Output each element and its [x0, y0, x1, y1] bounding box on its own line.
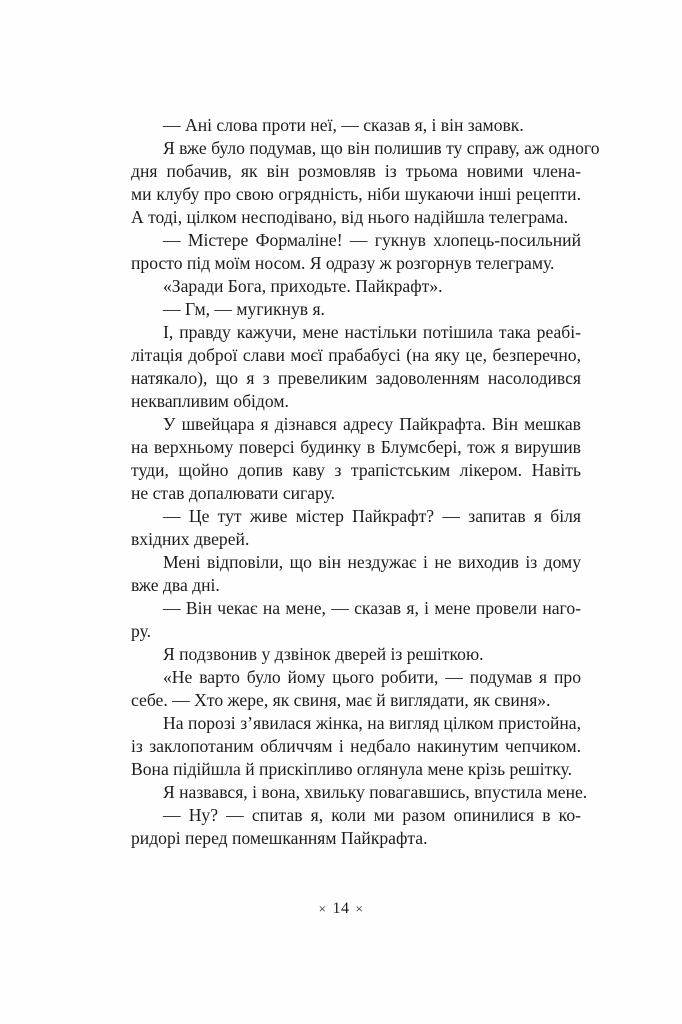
text-line: ми клубу про свою огрядність, ніби шукаючи інші рецепти.: [131, 184, 581, 204]
text-line: себе. — Хто жере, як свиня, має й виглядати, як свиня».: [131, 690, 551, 710]
text-line: — Він чекає на мене, — сказав я, і мене провели наго-: [163, 598, 581, 618]
text-line: ру.: [131, 621, 151, 641]
text-line: На порозі з’явилася жінка, на вигляд цілком пристойна,: [163, 713, 581, 733]
text-line: літація доброї слави моєї прабабусі (на яку це, безперечно,: [131, 345, 581, 365]
text-line: Вона підійшла й прискіпливо оглянула мене крізь решітку.: [131, 759, 572, 779]
text-line: просто під моїм носом. Я одразу ж розгорнув телеграму.: [131, 253, 555, 273]
page-number: 14: [332, 900, 350, 917]
text-line: «Заради Бога, приходьте. Пайкрафт».: [163, 276, 443, 296]
text-line: І, правду кажучи, мене настільки потішила така реабі-: [163, 322, 581, 342]
text-line: вхідних дверей.: [131, 529, 250, 549]
text-line: дня побачив, як він розмовляв із трьома новими члена-: [131, 161, 581, 181]
text-line: А тоді, цілком несподівано, від нього надійшла телеграма.: [131, 207, 569, 227]
text-line: У швейцара я дізнався адресу Пайкрафта. Він мешкав: [163, 414, 581, 434]
text-line: на верхньому поверсі будинку в Блумсбері, тож я вирушив: [131, 437, 581, 457]
body-text: [131, 114, 600, 850]
page-number-left-ornament: ×: [318, 901, 327, 916]
text-line: — Це тут живе містер Пайкрафт? — запитав я біля: [163, 506, 581, 526]
text-line: не став допалювати сигару.: [131, 483, 336, 503]
text-line: — Ну? — спитав я, коли ми разом опинилися в ко-: [163, 805, 581, 825]
text-line: натякало), що я з превеликим задоволенням насолодився: [131, 368, 581, 388]
text-line: — Ані слова проти неї, — сказав я, і він замовк.: [163, 115, 524, 135]
text-line: «Не варто було йому цього робити, — подумав я про: [163, 667, 581, 687]
page-number-footer: [0, 900, 682, 918]
text-line: Я назвався, і вона, хвильку повагавшись, впустила мене.: [163, 782, 588, 802]
text-line: туди, щойно допив каву з трапістським лікером. Навіть: [131, 460, 581, 480]
text-line: із заклопотаним обличчям і недбало накинутим чепчиком.: [131, 736, 581, 756]
text-line: Я подзвонив у дзвінок дверей із решіткою.: [163, 644, 484, 664]
text-line: вже два дні.: [131, 575, 220, 595]
text-line: — Містере Формаліне! — гукнув хлопець-посильний: [163, 230, 581, 250]
text-line: — Гм, — мугикнув я.: [163, 299, 325, 319]
page-number-right-ornament: ×: [355, 901, 364, 916]
text-line: ридорі перед помешканням Пайкрафта.: [131, 828, 428, 848]
text-line: неквапливим обідом.: [131, 391, 289, 411]
text-line: Я вже було подумав, що він полишив ту справу, аж одного: [163, 138, 600, 158]
text-line: Мені відповіли, що він нездужає і не виходив із дому: [163, 552, 581, 572]
